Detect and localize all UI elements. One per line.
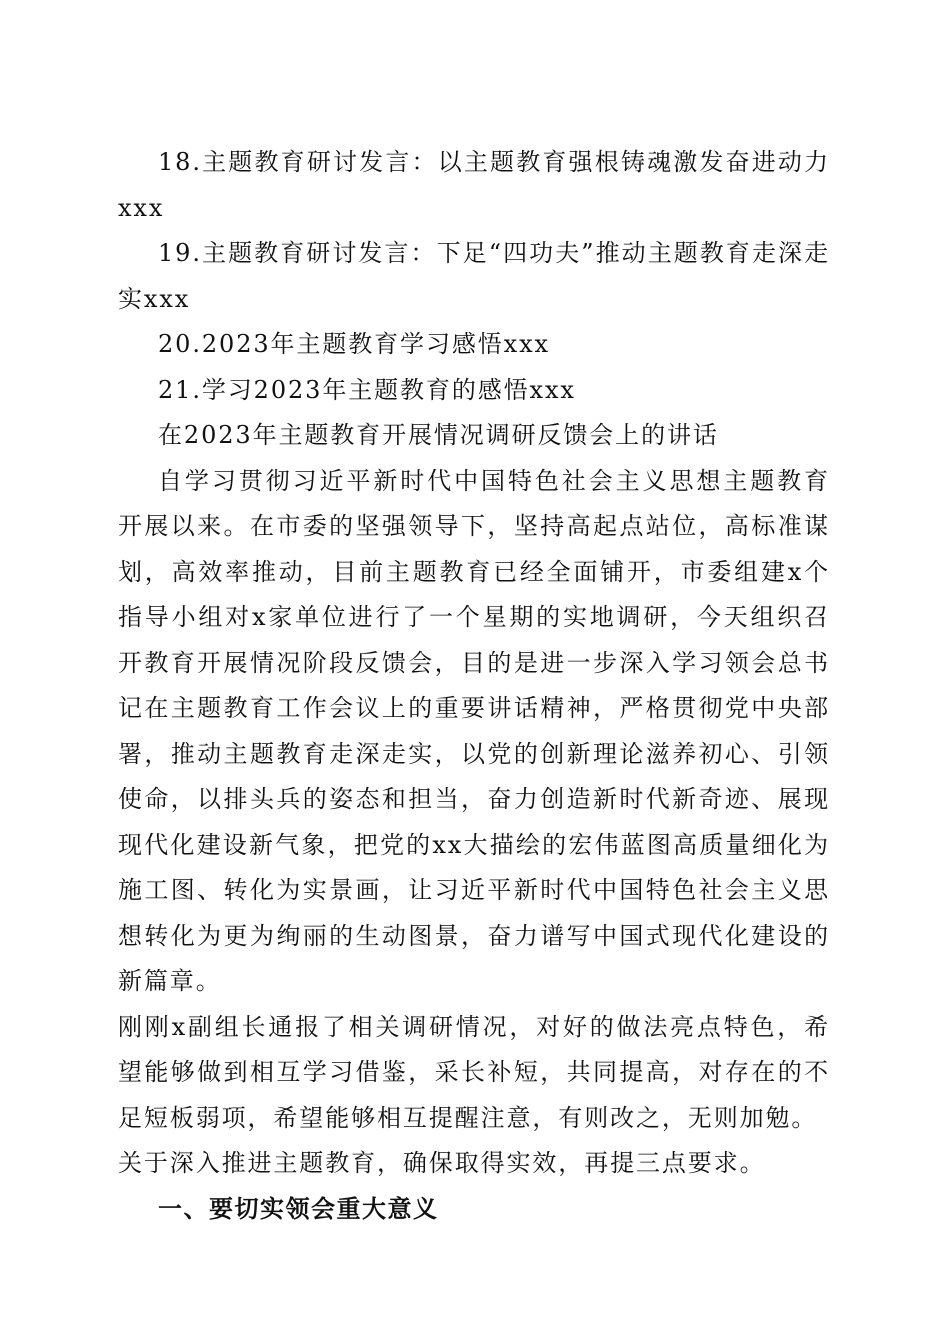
speech-title: 在2023年主题教育开展情况调研反馈会上的讲话 xyxy=(158,421,719,449)
paragraph-intro: 自学习贯彻习近平新时代中国特色社会主义思想主题教育开展以来。在市委的坚强领导下，坚持高起点站位，高标准谋划，高效率推动，目前主题教育已经全面铺开，市委组建x个指导小组对x家单位进行了一个星期的实地调研，今天组织召开教育开展情况阶段反馈会，目的是进一步深入学习领会总书记在主题教育工作会议上的重要讲话精神，严格贯彻党中央部署，推动主题教育走深走实，以党的创新理论滋养初心、引领使命，以排头兵的姿态和担当，奋力创造新时代新奇迹、展现现代化建设新气象，把党的xx大描绘的宏伟蓝图高质量细化为施工图、转化为实景画，让习近平新时代中国特色社会主义思想转化为更为绚丽的生动图景，奋力谱写中国式现代化建设的新篇章。 xyxy=(118,466,830,995)
list-item-20: 20.2023年主题教育学习感悟xxx xyxy=(158,330,550,358)
paragraph-feedback: 刚刚x副组长通报了相关调研情况，对好的做法亮点特色，希望能够做到相互学习借鉴，采长补短，共同提高，对存在的不足短板弱项，希望能够相互提醒注意，有则改之，无则加勉。 xyxy=(118,1012,830,1132)
document-body xyxy=(118,140,830,1232)
list-item-21: 21.学习2023年主题教育的感悟xxx xyxy=(158,375,576,404)
paragraph-requirements: 关于深入推进主题教育，确保取得实效，再提三点要求。 xyxy=(118,1149,766,1177)
list-item-19: 19.主题教育研讨发言：下足“四功夫”推动主题教育走深走实xxx xyxy=(118,239,830,313)
section-heading: 一、要切实领会重大意义 xyxy=(158,1194,439,1223)
list-item-18: 18.主题教育研讨发言：以主题教育强根铸魂激发奋进动力xxx xyxy=(118,148,830,222)
